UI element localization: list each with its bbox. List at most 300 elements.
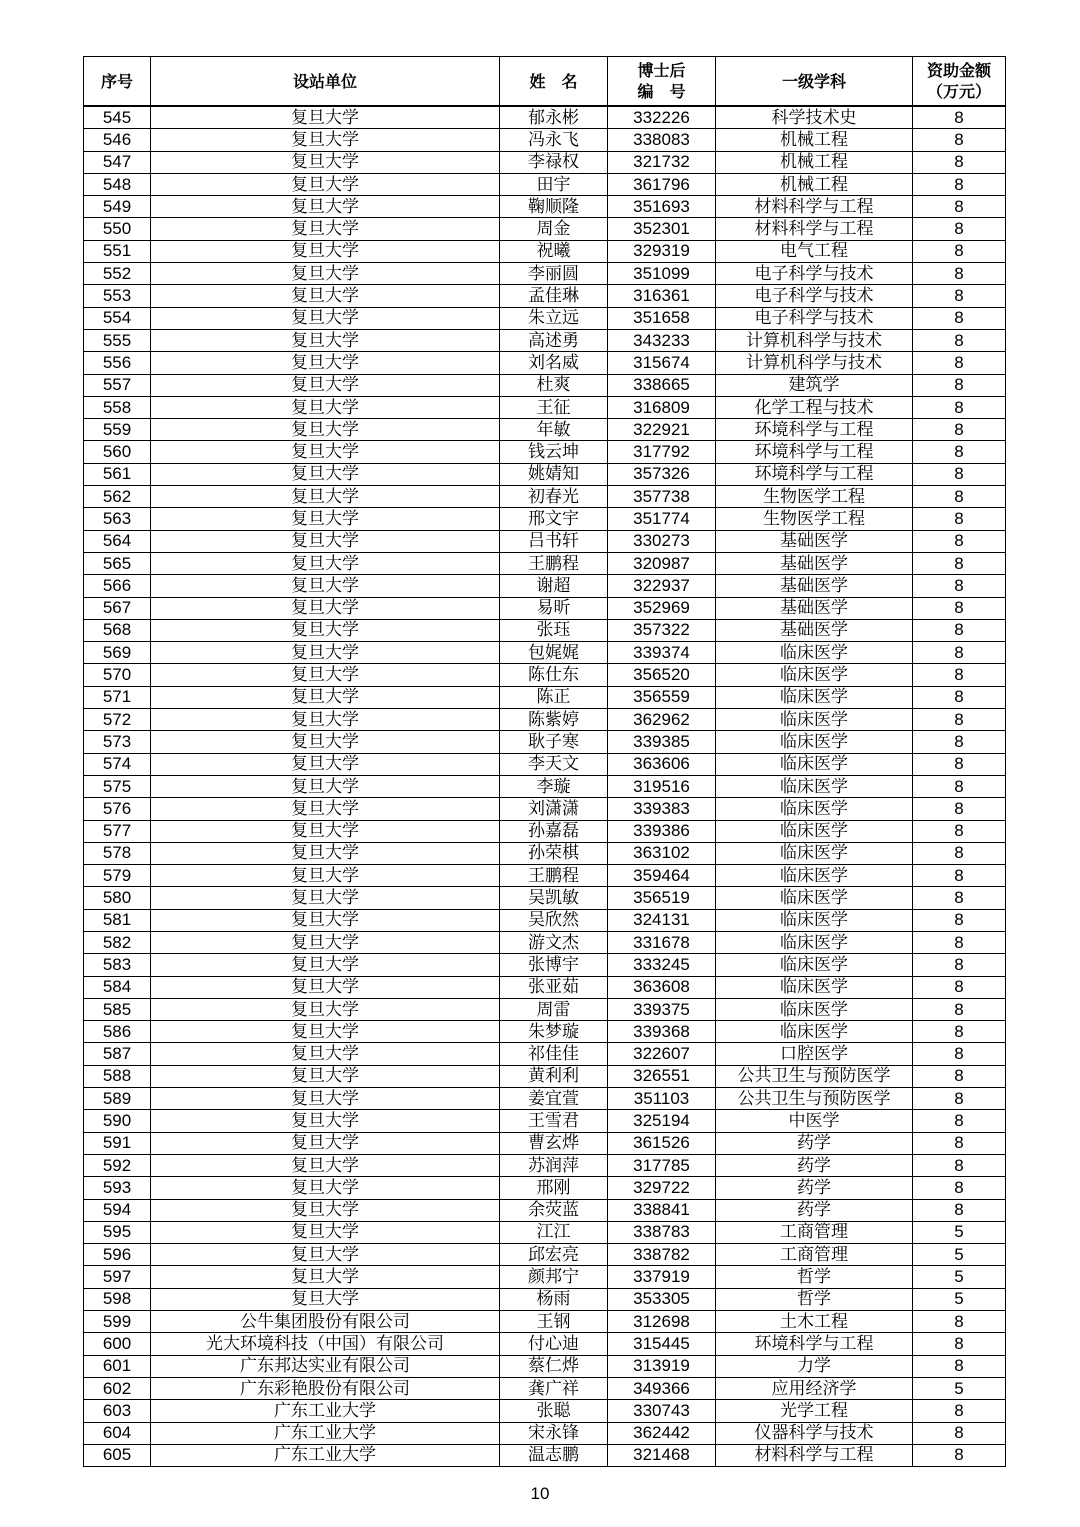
- cell-name: 陈紫婷: [500, 709, 608, 731]
- cell-seq: 598: [84, 1288, 151, 1310]
- cell-amount: 8: [913, 1333, 1006, 1355]
- cell-unit: 复旦大学: [151, 1065, 500, 1087]
- header-id-line2: 编 号: [637, 82, 686, 101]
- cell-unit: 复旦大学: [151, 1088, 500, 1110]
- cell-postdoc-id: 356519: [608, 887, 716, 909]
- cell-unit: 复旦大学: [151, 285, 500, 307]
- table-row: [84, 731, 1006, 753]
- cell-amount: 8: [913, 1400, 1006, 1422]
- table-row: [84, 218, 1006, 240]
- cell-postdoc-id: 356559: [608, 686, 716, 708]
- cell-name: 冯永飞: [500, 129, 608, 151]
- cell-name: 田宇: [500, 173, 608, 195]
- cell-name: 孙荣棋: [500, 842, 608, 864]
- cell-name: 邱宏亮: [500, 1244, 608, 1266]
- cell-subject: 建筑学: [716, 374, 913, 396]
- cell-seq: 566: [84, 575, 151, 597]
- cell-name: 钱云坤: [500, 441, 608, 463]
- cell-seq: 603: [84, 1400, 151, 1422]
- table-row: [84, 129, 1006, 151]
- cell-seq: 551: [84, 240, 151, 262]
- table-row: [84, 508, 1006, 530]
- cell-subject: 临床医学: [716, 909, 913, 931]
- table-row: [84, 1154, 1006, 1176]
- cell-subject: 环境科学与工程: [716, 419, 913, 441]
- cell-name: 孙嘉磊: [500, 820, 608, 842]
- cell-amount: 8: [913, 1154, 1006, 1176]
- table-row: [84, 151, 1006, 173]
- table-row: [84, 1132, 1006, 1154]
- cell-unit: 复旦大学: [151, 887, 500, 909]
- cell-subject: 临床医学: [716, 820, 913, 842]
- cell-seq: 559: [84, 419, 151, 441]
- cell-amount: 8: [913, 374, 1006, 396]
- cell-seq: 572: [84, 709, 151, 731]
- cell-name: 张珏: [500, 619, 608, 641]
- cell-unit: 复旦大学: [151, 530, 500, 552]
- table-row: [84, 1444, 1006, 1466]
- cell-subject: 哲学: [716, 1266, 913, 1288]
- cell-seq: 548: [84, 173, 151, 195]
- cell-amount: 8: [913, 285, 1006, 307]
- cell-name: 王鹏程: [500, 865, 608, 887]
- cell-unit: 复旦大学: [151, 419, 500, 441]
- cell-amount: 8: [913, 798, 1006, 820]
- cell-name: 杜爽: [500, 374, 608, 396]
- cell-seq: 576: [84, 798, 151, 820]
- table-row: [84, 954, 1006, 976]
- table-row: [84, 106, 1006, 129]
- cell-subject: 化学工程与技术: [716, 396, 913, 418]
- cell-amount: 8: [913, 129, 1006, 151]
- table-row: [84, 419, 1006, 441]
- cell-subject: 生物医学工程: [716, 508, 913, 530]
- cell-unit: 复旦大学: [151, 798, 500, 820]
- table-row: [84, 1355, 1006, 1377]
- cell-unit: 复旦大学: [151, 263, 500, 285]
- cell-amount: 8: [913, 842, 1006, 864]
- cell-subject: 公共卫生与预防医学: [716, 1065, 913, 1087]
- table-row: [84, 820, 1006, 842]
- cell-seq: 553: [84, 285, 151, 307]
- cell-postdoc-id: 357738: [608, 486, 716, 508]
- cell-name: 陈正: [500, 686, 608, 708]
- cell-name: 王钢: [500, 1311, 608, 1333]
- cell-postdoc-id: 322921: [608, 419, 716, 441]
- cell-seq: 563: [84, 508, 151, 530]
- cell-postdoc-id: 337919: [608, 1266, 716, 1288]
- cell-name: 游文杰: [500, 931, 608, 953]
- cell-subject: 基础医学: [716, 530, 913, 552]
- cell-subject: 临床医学: [716, 954, 913, 976]
- cell-name: 郁永彬: [500, 106, 608, 129]
- cell-unit: 复旦大学: [151, 129, 500, 151]
- header-id: [608, 57, 716, 107]
- cell-seq: 596: [84, 1244, 151, 1266]
- header-amount: [913, 57, 1006, 107]
- cell-seq: 573: [84, 731, 151, 753]
- cell-unit: 复旦大学: [151, 597, 500, 619]
- cell-unit: 复旦大学: [151, 307, 500, 329]
- cell-name: 龚广祥: [500, 1377, 608, 1399]
- cell-subject: 临床医学: [716, 998, 913, 1020]
- cell-name: 张聪: [500, 1400, 608, 1422]
- cell-postdoc-id: 339368: [608, 1021, 716, 1043]
- cell-postdoc-id: 351658: [608, 307, 716, 329]
- cell-name: 杨雨: [500, 1288, 608, 1310]
- cell-subject: 工商管理: [716, 1221, 913, 1243]
- cell-seq: 577: [84, 820, 151, 842]
- cell-seq: 555: [84, 329, 151, 351]
- cell-seq: 588: [84, 1065, 151, 1087]
- cell-unit: 广东工业大学: [151, 1444, 500, 1466]
- cell-name: 蔡仁烨: [500, 1355, 608, 1377]
- cell-unit: 复旦大学: [151, 552, 500, 574]
- table-row: [84, 798, 1006, 820]
- cell-postdoc-id: 322937: [608, 575, 716, 597]
- cell-subject: 机械工程: [716, 151, 913, 173]
- table-row: [84, 1199, 1006, 1221]
- table-row: [84, 775, 1006, 797]
- cell-subject: 基础医学: [716, 552, 913, 574]
- cell-name: 曹玄烨: [500, 1132, 608, 1154]
- header-row: [84, 57, 1006, 107]
- cell-unit: 复旦大学: [151, 1132, 500, 1154]
- cell-unit: 复旦大学: [151, 441, 500, 463]
- cell-unit: 复旦大学: [151, 642, 500, 664]
- cell-unit: 复旦大学: [151, 619, 500, 641]
- cell-postdoc-id: 356520: [608, 664, 716, 686]
- cell-amount: 8: [913, 307, 1006, 329]
- cell-name: 张亚茹: [500, 976, 608, 998]
- cell-seq: 562: [84, 486, 151, 508]
- table-row: [84, 374, 1006, 396]
- cell-subject: 机械工程: [716, 129, 913, 151]
- cell-name: 年敏: [500, 419, 608, 441]
- table-row: [84, 552, 1006, 574]
- cell-postdoc-id: 325194: [608, 1110, 716, 1132]
- cell-amount: 8: [913, 998, 1006, 1020]
- cell-seq: 592: [84, 1154, 151, 1176]
- table-row: [84, 753, 1006, 775]
- cell-unit: 复旦大学: [151, 1154, 500, 1176]
- cell-name: 邢文宇: [500, 508, 608, 530]
- cell-seq: 595: [84, 1221, 151, 1243]
- cell-postdoc-id: 339375: [608, 998, 716, 1020]
- cell-name: 付心迪: [500, 1333, 608, 1355]
- cell-unit: 复旦大学: [151, 1221, 500, 1243]
- cell-unit: 复旦大学: [151, 865, 500, 887]
- cell-amount: 8: [913, 1199, 1006, 1221]
- cell-seq: 565: [84, 552, 151, 574]
- cell-name: 易昕: [500, 597, 608, 619]
- cell-name: 张博宇: [500, 954, 608, 976]
- cell-amount: 8: [913, 931, 1006, 953]
- cell-unit: 复旦大学: [151, 396, 500, 418]
- table-row: [84, 1021, 1006, 1043]
- cell-name: 吕书轩: [500, 530, 608, 552]
- table-row: [84, 396, 1006, 418]
- cell-postdoc-id: 316809: [608, 396, 716, 418]
- cell-name: 姚婧知: [500, 463, 608, 485]
- cell-unit: 光大环境科技（中国）有限公司: [151, 1333, 500, 1355]
- cell-unit: 复旦大学: [151, 954, 500, 976]
- cell-subject: 药学: [716, 1154, 913, 1176]
- cell-seq: 601: [84, 1355, 151, 1377]
- cell-amount: 8: [913, 1177, 1006, 1199]
- cell-seq: 558: [84, 396, 151, 418]
- header-amount-line2: （万元）: [926, 82, 991, 101]
- table-row: [84, 1422, 1006, 1444]
- cell-seq: 590: [84, 1110, 151, 1132]
- cell-unit: 复旦大学: [151, 508, 500, 530]
- cell-name: 李丽圆: [500, 263, 608, 285]
- cell-name: 苏润萍: [500, 1154, 608, 1176]
- cell-name: 周金: [500, 218, 608, 240]
- cell-postdoc-id: 363102: [608, 842, 716, 864]
- cell-amount: 8: [913, 352, 1006, 374]
- cell-seq: 593: [84, 1177, 151, 1199]
- cell-seq: 575: [84, 775, 151, 797]
- table-row: [84, 998, 1006, 1020]
- cell-amount: 8: [913, 865, 1006, 887]
- cell-postdoc-id: 329722: [608, 1177, 716, 1199]
- cell-unit: 复旦大学: [151, 106, 500, 129]
- cell-seq: 578: [84, 842, 151, 864]
- cell-subject: 临床医学: [716, 931, 913, 953]
- table-row: [84, 976, 1006, 998]
- table-row: [84, 909, 1006, 931]
- cell-unit: 广东彩艳股份有限公司: [151, 1377, 500, 1399]
- cell-subject: 临床医学: [716, 686, 913, 708]
- cell-subject: 电子科学与技术: [716, 285, 913, 307]
- cell-subject: 临床医学: [716, 753, 913, 775]
- cell-name: 宋永锋: [500, 1422, 608, 1444]
- cell-subject: 基础医学: [716, 575, 913, 597]
- cell-postdoc-id: 349366: [608, 1377, 716, 1399]
- cell-subject: 临床医学: [716, 976, 913, 998]
- cell-subject: 口腔医学: [716, 1043, 913, 1065]
- cell-subject: 电子科学与技术: [716, 307, 913, 329]
- cell-subject: 机械工程: [716, 173, 913, 195]
- table-row: [84, 486, 1006, 508]
- cell-subject: 公共卫生与预防医学: [716, 1088, 913, 1110]
- cell-unit: 复旦大学: [151, 1199, 500, 1221]
- cell-unit: 复旦大学: [151, 1021, 500, 1043]
- cell-postdoc-id: 330273: [608, 530, 716, 552]
- cell-postdoc-id: 331678: [608, 931, 716, 953]
- cell-postdoc-id: 362962: [608, 709, 716, 731]
- cell-unit: 复旦大学: [151, 1177, 500, 1199]
- cell-name: 吴欣然: [500, 909, 608, 931]
- cell-amount: 8: [913, 1043, 1006, 1065]
- cell-postdoc-id: 313919: [608, 1355, 716, 1377]
- cell-postdoc-id: 316361: [608, 285, 716, 307]
- cell-postdoc-id: 359464: [608, 865, 716, 887]
- table-row: [84, 307, 1006, 329]
- cell-amount: 8: [913, 552, 1006, 574]
- cell-amount: 8: [913, 619, 1006, 641]
- page-number: 10: [530, 1484, 550, 1503]
- header-seq: 序号: [84, 57, 151, 107]
- cell-name: 李禄权: [500, 151, 608, 173]
- cell-amount: 8: [913, 820, 1006, 842]
- cell-subject: 生物医学工程: [716, 486, 913, 508]
- cell-amount: 8: [913, 775, 1006, 797]
- cell-subject: 科学技术史: [716, 106, 913, 129]
- cell-name: 耿子寒: [500, 731, 608, 753]
- cell-subject: 仪器科学与技术: [716, 1422, 913, 1444]
- cell-subject: 临床医学: [716, 887, 913, 909]
- cell-unit: 复旦大学: [151, 998, 500, 1020]
- cell-seq: 550: [84, 218, 151, 240]
- cell-name: 吴凯敏: [500, 887, 608, 909]
- cell-seq: 564: [84, 530, 151, 552]
- cell-amount: 8: [913, 1110, 1006, 1132]
- cell-amount: 8: [913, 530, 1006, 552]
- cell-subject: 药学: [716, 1199, 913, 1221]
- cell-seq: 580: [84, 887, 151, 909]
- cell-amount: 8: [913, 218, 1006, 240]
- table-row: [84, 1088, 1006, 1110]
- cell-subject: 基础医学: [716, 597, 913, 619]
- cell-name: 刘潇潇: [500, 798, 608, 820]
- cell-amount: 8: [913, 731, 1006, 753]
- cell-amount: 8: [913, 909, 1006, 931]
- cell-amount: 8: [913, 664, 1006, 686]
- cell-amount: 8: [913, 1355, 1006, 1377]
- cell-subject: 药学: [716, 1177, 913, 1199]
- cell-name: 颜邦宁: [500, 1266, 608, 1288]
- table-body: [84, 106, 1006, 1467]
- cell-amount: 8: [913, 1065, 1006, 1087]
- cell-name: 祁佳佳: [500, 1043, 608, 1065]
- cell-postdoc-id: 321732: [608, 151, 716, 173]
- cell-postdoc-id: 330743: [608, 1400, 716, 1422]
- cell-unit: 复旦大学: [151, 909, 500, 931]
- cell-subject: 计算机科学与技术: [716, 329, 913, 351]
- cell-postdoc-id: 329319: [608, 240, 716, 262]
- cell-unit: 公牛集团股份有限公司: [151, 1311, 500, 1333]
- cell-seq: 600: [84, 1333, 151, 1355]
- cell-subject: 临床医学: [716, 709, 913, 731]
- cell-unit: 复旦大学: [151, 486, 500, 508]
- header-id-line1: 博士后: [637, 61, 686, 80]
- table-row: [84, 441, 1006, 463]
- cell-subject: 环境科学与工程: [716, 463, 913, 485]
- cell-amount: 8: [913, 441, 1006, 463]
- table-row: [84, 329, 1006, 351]
- cell-amount: 8: [913, 1422, 1006, 1444]
- cell-postdoc-id: 315445: [608, 1333, 716, 1355]
- table-row: [84, 1244, 1006, 1266]
- cell-amount: 5: [913, 1288, 1006, 1310]
- cell-unit: 复旦大学: [151, 1288, 500, 1310]
- cell-postdoc-id: 351693: [608, 196, 716, 218]
- cell-postdoc-id: 338083: [608, 129, 716, 151]
- table-row: [84, 642, 1006, 664]
- cell-postdoc-id: 339385: [608, 731, 716, 753]
- cell-name: 王雪君: [500, 1110, 608, 1132]
- cell-seq: 561: [84, 463, 151, 485]
- cell-postdoc-id: 332226: [608, 106, 716, 129]
- cell-seq: 552: [84, 263, 151, 285]
- cell-seq: 585: [84, 998, 151, 1020]
- cell-postdoc-id: 352969: [608, 597, 716, 619]
- cell-name: 黄利利: [500, 1065, 608, 1087]
- table-row: [84, 173, 1006, 195]
- cell-postdoc-id: 363606: [608, 753, 716, 775]
- table-row: [84, 1110, 1006, 1132]
- cell-postdoc-id: 351099: [608, 263, 716, 285]
- cell-postdoc-id: 339386: [608, 820, 716, 842]
- cell-subject: 工商管理: [716, 1244, 913, 1266]
- cell-seq: 557: [84, 374, 151, 396]
- table-row: [84, 1400, 1006, 1422]
- table-row: [84, 686, 1006, 708]
- cell-postdoc-id: 324131: [608, 909, 716, 931]
- cell-postdoc-id: 312698: [608, 1311, 716, 1333]
- cell-name: 朱梦璇: [500, 1021, 608, 1043]
- cell-subject: 临床医学: [716, 865, 913, 887]
- cell-subject: 电气工程: [716, 240, 913, 262]
- cell-seq: 582: [84, 931, 151, 953]
- cell-seq: 589: [84, 1088, 151, 1110]
- cell-unit: 复旦大学: [151, 374, 500, 396]
- funding-table: [83, 56, 1006, 1467]
- cell-name: 陈仕东: [500, 664, 608, 686]
- cell-unit: 复旦大学: [151, 151, 500, 173]
- table-row: [84, 664, 1006, 686]
- table-row: [84, 263, 1006, 285]
- cell-name: 江江: [500, 1221, 608, 1243]
- cell-amount: 8: [913, 1311, 1006, 1333]
- cell-postdoc-id: 338783: [608, 1221, 716, 1243]
- table-row: [84, 619, 1006, 641]
- cell-subject: 哲学: [716, 1288, 913, 1310]
- cell-postdoc-id: 351103: [608, 1088, 716, 1110]
- cell-postdoc-id: 357322: [608, 619, 716, 641]
- cell-amount: 8: [913, 887, 1006, 909]
- cell-name: 孟佳琳: [500, 285, 608, 307]
- table-row: [84, 931, 1006, 953]
- cell-amount: 8: [913, 151, 1006, 173]
- cell-seq: 556: [84, 352, 151, 374]
- cell-postdoc-id: 320987: [608, 552, 716, 574]
- cell-seq: 545: [84, 106, 151, 129]
- cell-name: 高述勇: [500, 329, 608, 351]
- table-row: [84, 865, 1006, 887]
- cell-subject: 临床医学: [716, 842, 913, 864]
- cell-unit: 复旦大学: [151, 196, 500, 218]
- table-row: [84, 240, 1006, 262]
- table-row: [84, 1065, 1006, 1087]
- cell-seq: 554: [84, 307, 151, 329]
- cell-unit: 广东邦达实业有限公司: [151, 1355, 500, 1377]
- cell-postdoc-id: 351774: [608, 508, 716, 530]
- cell-postdoc-id: 321468: [608, 1444, 716, 1466]
- cell-unit: 复旦大学: [151, 775, 500, 797]
- cell-name: 谢超: [500, 575, 608, 597]
- header-name: 姓 名: [500, 57, 608, 107]
- cell-amount: 5: [913, 1377, 1006, 1399]
- cell-subject: 临床医学: [716, 775, 913, 797]
- table-row: [84, 842, 1006, 864]
- cell-unit: 复旦大学: [151, 173, 500, 195]
- table-row: [84, 575, 1006, 597]
- header-unit: 设站单位: [151, 57, 500, 107]
- cell-subject: 基础医学: [716, 619, 913, 641]
